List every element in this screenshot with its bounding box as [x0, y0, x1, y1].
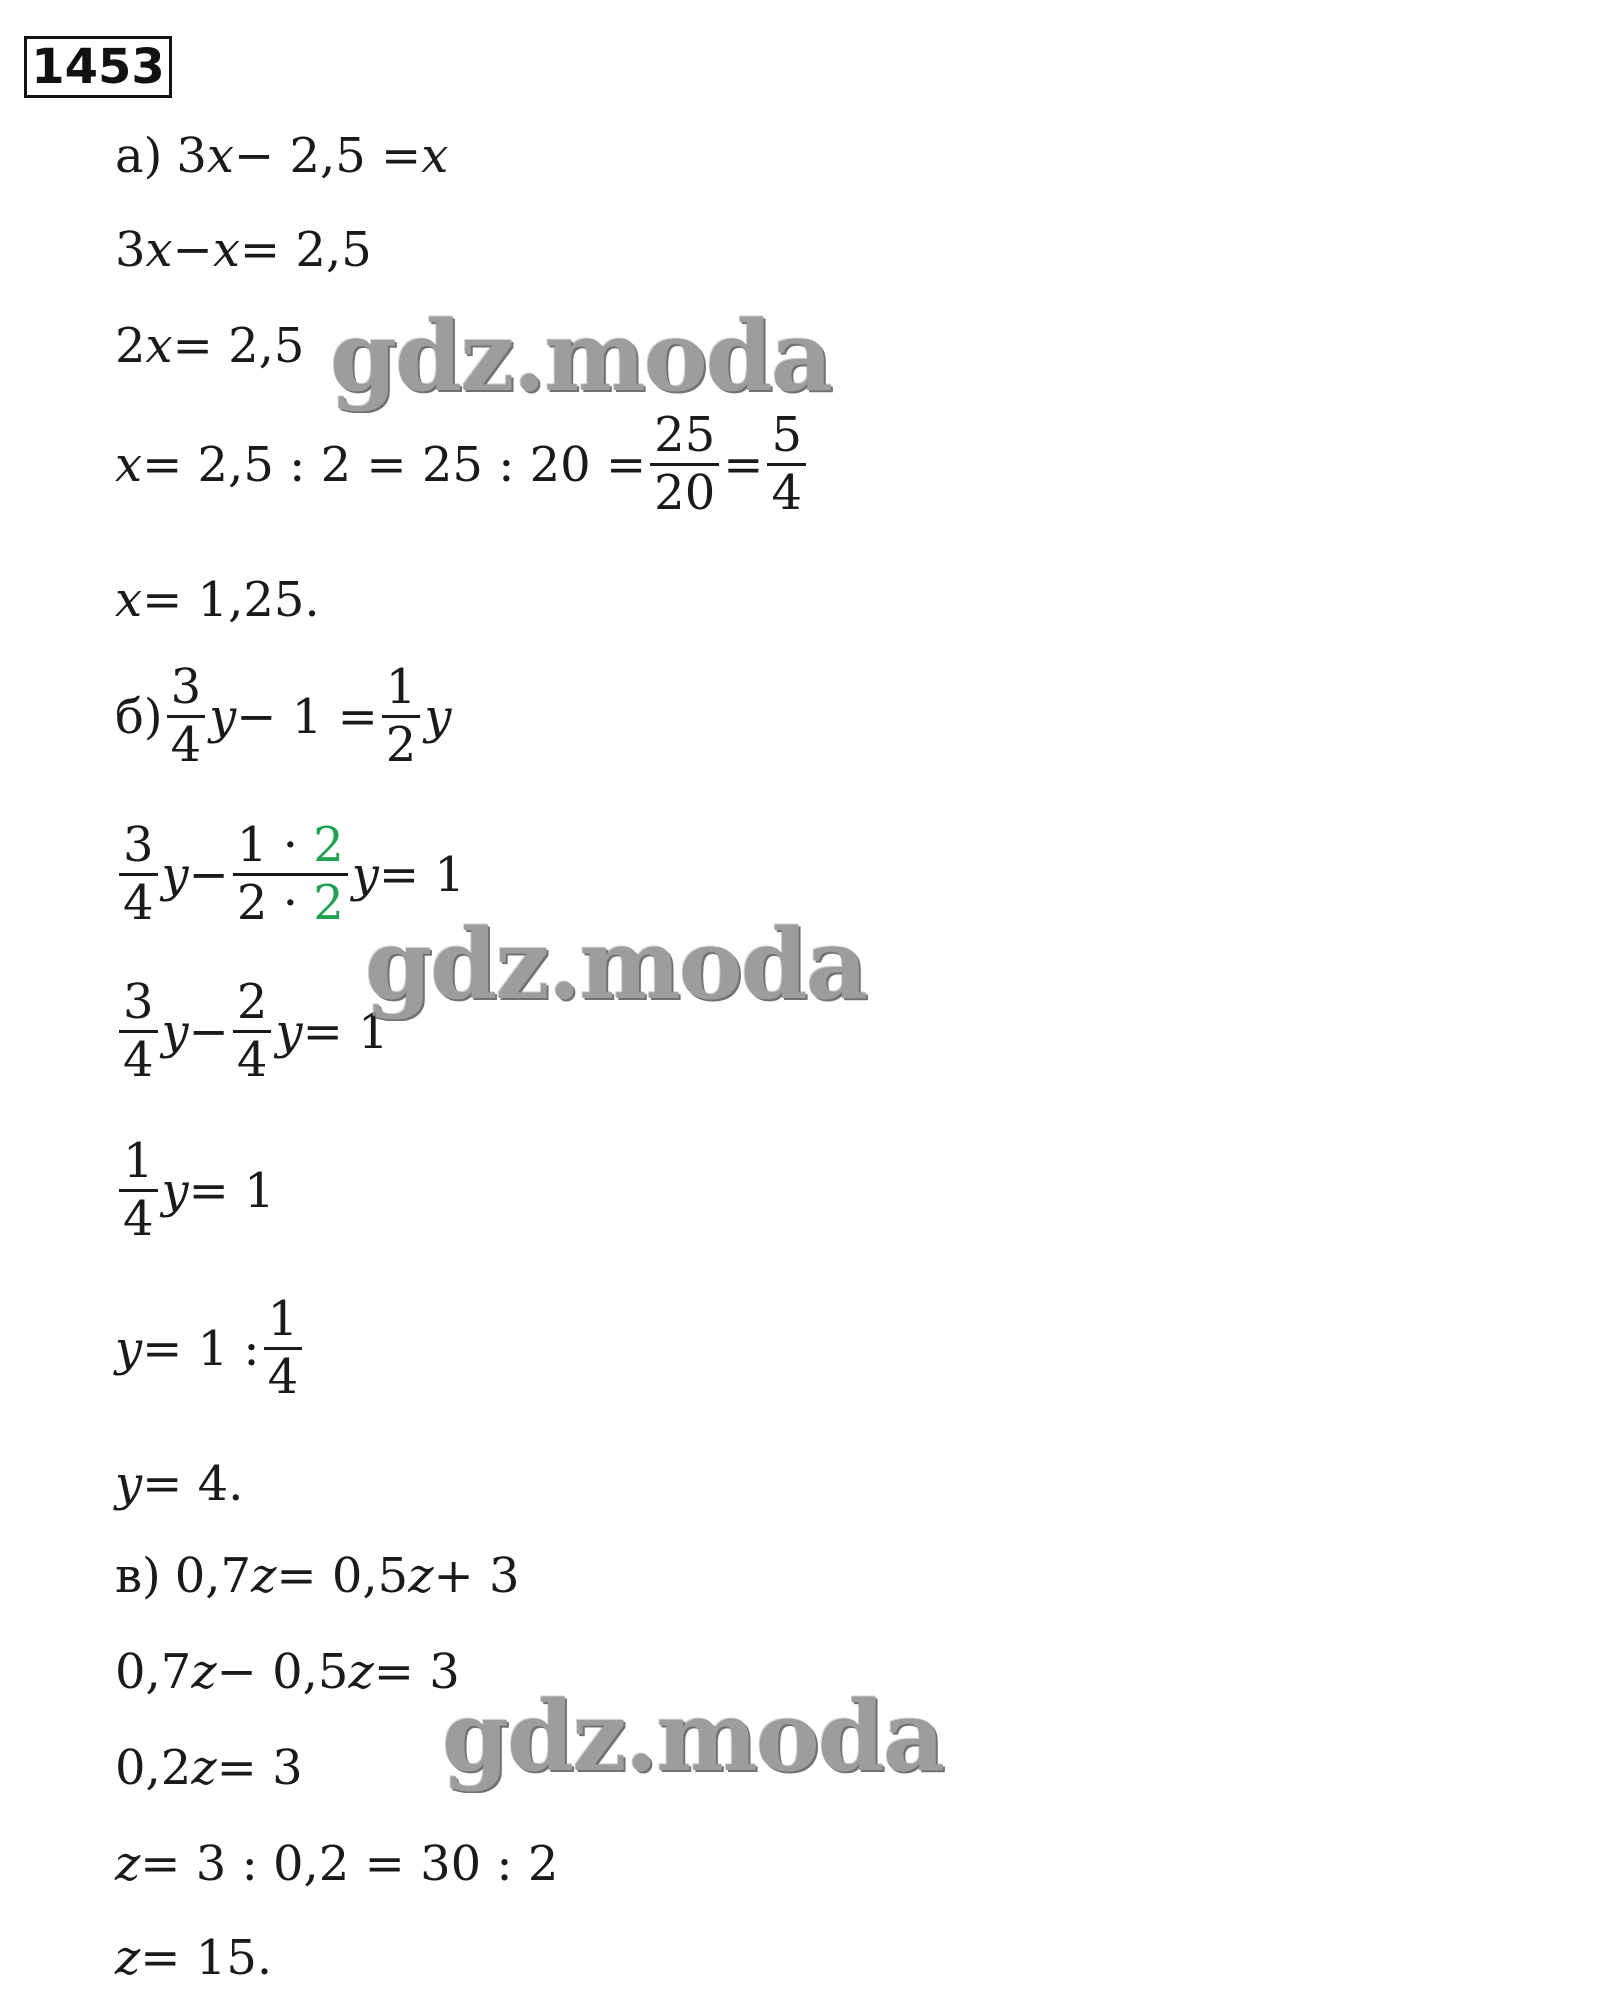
part-a-line-2 — [115, 222, 372, 278]
variable: z — [191, 1740, 217, 1796]
text: 0,2 — [115, 1740, 192, 1796]
fraction — [167, 660, 206, 773]
part-c-line-1 — [115, 1548, 520, 1604]
text: 2 — [115, 318, 146, 374]
denominator: 4 — [170, 717, 202, 774]
text: − — [172, 222, 213, 278]
variable: z — [191, 1644, 217, 1700]
text: 3 — [115, 222, 146, 278]
text: = 1 — [302, 1003, 389, 1060]
numerator: 2 — [236, 974, 268, 1030]
text: = 2,5 : 2 = 25 : 20 = — [142, 436, 647, 493]
text: = 4. — [142, 1456, 244, 1512]
part-b-line-3 — [115, 975, 389, 1088]
variable: y — [275, 1003, 303, 1060]
text: + 3 — [433, 1548, 520, 1604]
watermark: gdz.moda — [365, 908, 867, 1021]
denominator: 4 — [771, 465, 803, 522]
variable: y — [115, 1320, 143, 1377]
numerator: 3 — [123, 817, 154, 873]
variable: z — [348, 1644, 374, 1700]
variable: x — [421, 128, 449, 184]
text: 2 · — [236, 875, 314, 932]
text: − 1 = — [236, 688, 378, 745]
fraction — [650, 408, 719, 521]
denominator: 4 — [267, 1349, 299, 1406]
variable: y — [351, 846, 379, 903]
text: = 15. — [140, 1930, 273, 1986]
fraction — [119, 1134, 158, 1247]
variable: y — [161, 1162, 189, 1219]
variable: y — [161, 1003, 189, 1060]
numerator — [233, 818, 348, 873]
fraction — [119, 818, 158, 931]
variable: z — [408, 1548, 434, 1604]
text: = — [723, 436, 764, 493]
numerator: 5 — [771, 407, 803, 463]
text: = 3 — [216, 1740, 303, 1796]
text: = 1 — [378, 846, 465, 903]
denominator: 2 — [385, 717, 417, 774]
variable: y — [115, 1456, 143, 1512]
variable: x — [145, 222, 173, 278]
multiplier-highlight: 2 — [313, 817, 344, 873]
denominator — [233, 876, 348, 931]
variable: x — [212, 222, 240, 278]
text: − — [188, 1003, 229, 1060]
part-c-line-2 — [115, 1644, 460, 1700]
part-b-line-1 — [115, 660, 451, 773]
numerator: 1 — [267, 1291, 299, 1347]
part-b-line-4 — [115, 1134, 275, 1247]
watermark: gdz.moda — [330, 300, 832, 413]
text: − 0,5 — [216, 1644, 349, 1700]
denominator: 4 — [123, 1032, 154, 1089]
variable: z — [115, 1930, 141, 1986]
part-b-line-5 — [115, 1292, 306, 1405]
fraction — [233, 975, 272, 1088]
part-c-line-3 — [115, 1740, 303, 1796]
text: = 3 : 0,2 = 30 : 2 — [140, 1836, 559, 1892]
denominator: 4 — [123, 1191, 154, 1248]
part-a-line-4 — [115, 408, 810, 521]
fraction — [119, 975, 158, 1088]
variable: x — [115, 436, 143, 493]
denominator: 20 — [654, 465, 716, 522]
variable: z — [251, 1548, 277, 1604]
fraction — [264, 1292, 303, 1405]
multiplier-highlight: 2 — [313, 875, 344, 932]
variable: x — [206, 128, 234, 184]
problem-number: 1453 — [24, 36, 172, 98]
part-a-line-3 — [115, 318, 304, 374]
watermark: gdz.moda — [442, 1680, 944, 1793]
variable: x — [115, 572, 143, 628]
fraction — [233, 818, 348, 931]
numerator: 3 — [123, 974, 154, 1030]
part-a-line-1 — [115, 128, 448, 184]
text: 3 — [176, 128, 207, 184]
part-b-label: б) — [115, 688, 163, 745]
text: = 3 — [373, 1644, 460, 1700]
text: 1 · — [236, 817, 314, 873]
text: − — [188, 846, 229, 903]
text: = 1 : — [142, 1320, 260, 1377]
part-c-line-5 — [115, 1930, 272, 1986]
fraction — [767, 408, 806, 521]
text: = 2,5 — [172, 318, 305, 374]
text: 0,7 — [174, 1548, 252, 1604]
text: − 2,5 = — [233, 128, 422, 184]
part-a-line-5 — [115, 572, 320, 628]
denominator: 4 — [236, 1032, 268, 1089]
part-c-line-4 — [115, 1836, 558, 1892]
numerator: 1 — [123, 1133, 154, 1189]
variable: y — [424, 688, 452, 745]
variable: x — [145, 318, 173, 374]
text: = 2,5 — [239, 222, 372, 278]
numerator: 25 — [654, 407, 716, 463]
variable: y — [209, 688, 237, 745]
variable: y — [161, 846, 189, 903]
part-a-label: а) — [115, 128, 163, 184]
denominator: 4 — [123, 875, 154, 932]
part-b-line-6 — [115, 1456, 243, 1512]
numerator: 1 — [385, 659, 417, 715]
part-c-label: в) — [115, 1548, 161, 1604]
variable: z — [115, 1836, 141, 1892]
text: = 0,5 — [276, 1548, 409, 1604]
numerator: 3 — [170, 659, 202, 715]
text: = 1,25. — [142, 572, 320, 628]
fraction — [382, 660, 421, 773]
text: 0,7 — [115, 1644, 192, 1700]
text: = 1 — [188, 1162, 275, 1219]
